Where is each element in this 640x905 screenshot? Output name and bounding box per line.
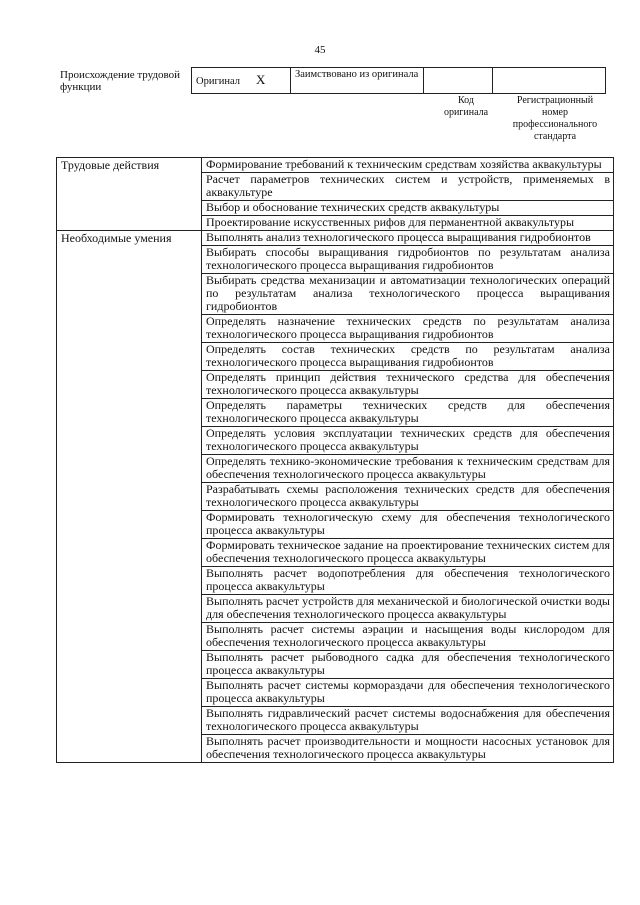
- original-mark: X: [256, 72, 266, 87]
- original-cell: [192, 68, 291, 94]
- origin-label: Происхождение трудовой функции: [60, 69, 181, 93]
- section-item: Формировать технологическую схему для обеспечения технологического процесса аквакультуры: [202, 511, 614, 539]
- section-title: Необходимые умения: [57, 231, 202, 763]
- code-cell: [424, 68, 493, 94]
- section-item: Разрабатывать схемы расположения технических средств для обеспечения технологического процесса аквакультуры: [202, 483, 614, 511]
- section-item: Выполнять расчет системы кормораздачи для обеспечения технологического процесса аквакультуры: [202, 679, 614, 707]
- section-item: Проектирование искусственных рифов для перманентной аквакультуры: [202, 216, 614, 231]
- section-item: Выбирать способы выращивания гидробионтов по результатам анализа технологического процесса выращивания гидробионтов: [202, 246, 614, 274]
- reg-number-cell: [493, 68, 606, 94]
- code-caption: Код оригинала: [443, 95, 489, 118]
- section-item: Определять назначение технических средств по результатам анализа технологического процесса выращивания гидробионтов: [202, 315, 614, 343]
- section-item: Определять состав технических средств по результатам анализа технологического процесса выращивания гидробионтов: [202, 343, 614, 371]
- section-item: Выполнять расчет устройств для механической и биологической очистки воды для обеспечения технологического процесса аквакультуры: [202, 595, 614, 623]
- section-item: Определять технико-экономические требования к техническим средствам для обеспечения технологического процесса аквакультуры: [202, 455, 614, 483]
- section-item: Выполнять анализ технологического процесса выращивания гидробионтов: [202, 231, 614, 246]
- origin-table: [191, 67, 606, 94]
- section-item: Формирование требований к техническим средствам хозяйства аквакультуры: [202, 158, 614, 173]
- section-item: Выполнять гидравлический расчет системы водоснабжения для обеспечения технологического процесса аквакультуры: [202, 707, 614, 735]
- reg-caption: Регистрационный номер профессионального стандарта: [512, 95, 598, 142]
- page-number: 45: [314, 44, 326, 56]
- section-item: Определять параметры технических средств для обеспечения технологического процесса аквакультуры: [202, 399, 614, 427]
- section-item: Выполнять расчет рыбоводного садка для обеспечения технологического процесса аквакультуры: [202, 651, 614, 679]
- section-item: Выполнять расчет системы аэрации и насыщения воды кислородом для обеспечения технологического процесса аквакультуры: [202, 623, 614, 651]
- table-row: [57, 158, 614, 173]
- section-item: Определять принцип действия технического средства для обеспечения технологического процесса аквакультуры: [202, 371, 614, 399]
- section-item: Формировать техническое задание на проектирование технических систем для обеспечения технологического процесса аквакультуры: [202, 539, 614, 567]
- section-item: Выбор и обоснование технических средств аквакультуры: [202, 201, 614, 216]
- section-item: Расчет параметров технических систем и устройств, применяемых в аквакультуре: [202, 173, 614, 201]
- borrowed-cell: Заимствовано из оригинала: [291, 68, 424, 94]
- function-table: [56, 157, 614, 763]
- section-item: Выполнять расчет производительности и мощности насосных установок для обеспечения технологического процесса аквакультуры: [202, 735, 614, 763]
- original-label: Оригинал: [196, 76, 240, 87]
- section-item: Выбирать средства механизации и автоматизации технологических операций по результатам анализа технологического процесса выращивания гидробионтов: [202, 274, 614, 315]
- section-item: Выполнять расчет водопотребления для обеспечения технологического процесса аквакультуры: [202, 567, 614, 595]
- section-title: Трудовые действия: [57, 158, 202, 231]
- section-item: Определять условия эксплуатации технических средств для обеспечения технологического процесса аквакультуры: [202, 427, 614, 455]
- table-row: [57, 231, 614, 246]
